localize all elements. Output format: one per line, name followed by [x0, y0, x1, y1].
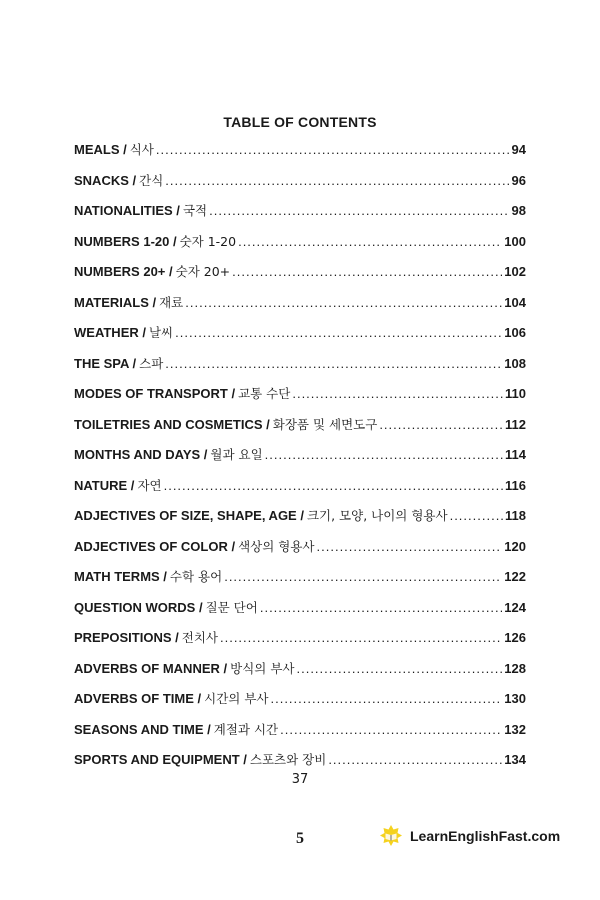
dot-leader	[328, 752, 502, 767]
entry-title-en: ADVERBS OF MANNER /	[74, 660, 228, 676]
toc-entry	[74, 598, 526, 629]
brand-text: LearnEnglishFast.com	[410, 828, 561, 844]
entry-title-en: MATH TERMS /	[74, 569, 167, 584]
entry-page-number: 96	[511, 172, 526, 188]
toc-entry	[74, 140, 526, 171]
dot-leader	[175, 325, 502, 340]
toc-entry	[74, 171, 526, 202]
entry-page-number: 98	[511, 203, 526, 218]
dot-leader	[260, 600, 502, 615]
sub-page-number: 37	[291, 772, 309, 787]
entry-title-en: ADJECTIVES OF SIZE, SHAPE, AGE /	[74, 508, 304, 523]
entry-page-number: 110	[505, 386, 526, 401]
entry-page-number: 100	[504, 233, 526, 249]
entry-title-ko: 질문 단어	[205, 599, 258, 615]
entry-title-ko: 자연	[137, 477, 162, 493]
entry-title-en: NATIONALITIES /	[74, 203, 180, 218]
toc-entry	[74, 384, 526, 415]
dot-leader	[156, 142, 510, 157]
entry-page-number: 126	[504, 630, 526, 645]
entry-title-en: TOILETRIES AND COSMETICS /	[74, 416, 270, 432]
entry-title-ko: 크기, 모양, 나이의 형용사	[306, 508, 448, 523]
toc-entry	[74, 506, 526, 537]
entry-title-ko: 숫자 20+	[175, 264, 231, 279]
dot-leader	[292, 386, 503, 401]
entry-page-number: 122	[504, 569, 526, 584]
toc-entry	[74, 689, 526, 720]
entry-title-en: MATERIALS /	[74, 294, 157, 310]
entry-title-en: NUMBERS 1-20 /	[74, 233, 177, 249]
entry-title-ko: 방식의 부사	[230, 660, 295, 676]
entry-page-number: 106	[504, 325, 526, 340]
dot-leader	[265, 447, 503, 462]
toc-entry	[74, 293, 526, 324]
entry-page-number: 102	[504, 264, 526, 279]
entry-page-number: 112	[505, 416, 526, 432]
entry-title-en: THE SPA /	[74, 355, 137, 371]
dot-leader	[185, 295, 502, 310]
entry-title-en: PREPOSITIONS /	[74, 630, 179, 645]
entry-title-ko: 스파	[139, 355, 164, 371]
dot-leader	[220, 630, 502, 645]
entry-title-en: MEALS /	[74, 142, 127, 157]
toc-entry	[74, 262, 526, 293]
entry-title-ko: 계절과 시간	[213, 721, 279, 737]
entry-title-ko: 간식	[139, 172, 164, 188]
entry-title-en: SNACKS /	[74, 172, 137, 188]
toc-entry	[74, 659, 526, 690]
dot-leader	[232, 264, 502, 279]
entry-page-number: 116	[505, 477, 526, 493]
entry-title-en: NATURE /	[74, 477, 135, 493]
dot-leader	[209, 203, 509, 218]
entry-page-number: 132	[504, 721, 526, 737]
toc-entry	[74, 445, 526, 476]
book-logo-icon	[378, 823, 404, 849]
entry-title-en: QUESTION WORDS /	[74, 599, 203, 615]
dot-leader	[238, 234, 502, 249]
toc-entry	[74, 232, 526, 263]
entry-title-en: ADVERBS OF TIME /	[74, 691, 202, 706]
entry-title-en: ADJECTIVES OF COLOR /	[74, 538, 236, 554]
dot-leader	[379, 417, 503, 432]
dot-leader	[165, 173, 509, 188]
toc-title: TABLE OF CONTENTS	[223, 114, 377, 130]
entry-page-number: 104	[504, 294, 526, 310]
entry-page-number: 94	[511, 142, 526, 157]
entry-page-number: 134	[504, 752, 526, 767]
entry-page-number: 114	[505, 447, 526, 462]
entry-page-number: 130	[504, 691, 526, 706]
entry-title-ko: 날씨	[148, 325, 174, 340]
toc-entry	[74, 354, 526, 385]
dot-leader	[270, 691, 502, 706]
entry-title-en: WEATHER /	[74, 325, 146, 340]
toc-list	[74, 140, 526, 781]
entry-title-ko: 국적	[182, 203, 208, 218]
entry-title-ko: 월과 요일	[210, 447, 263, 462]
dot-leader	[165, 356, 502, 371]
entry-title-ko: 시간의 부사	[204, 691, 269, 706]
entry-title-en: MODES OF TRANSPORT /	[74, 386, 236, 401]
dot-leader	[224, 569, 502, 584]
toc-entry	[74, 323, 526, 354]
entry-title-ko: 전치사	[181, 630, 218, 645]
dot-leader	[450, 508, 503, 523]
entry-title-ko: 화장품 및 세면도구	[272, 416, 378, 432]
entry-title-en: NUMBERS 20+ /	[74, 264, 173, 279]
entry-title-en: SPORTS AND EQUIPMENT /	[74, 752, 247, 767]
toc-entry	[74, 537, 526, 568]
entry-title-ko: 교통 수단	[238, 386, 291, 401]
dot-leader	[296, 661, 502, 676]
brand	[378, 822, 560, 850]
entry-title-ko: 수학 용어	[169, 569, 223, 584]
entry-title-ko: 재료	[159, 294, 184, 310]
dot-leader	[164, 478, 503, 493]
entry-title-ko: 스포츠와 장비	[249, 752, 327, 767]
entry-title-ko: 색상의 형용사	[238, 538, 315, 554]
page-number: 5	[296, 830, 304, 847]
toc-entry	[74, 567, 526, 598]
entry-page-number: 118	[505, 508, 526, 523]
dot-leader	[317, 539, 503, 554]
entry-page-number: 108	[504, 355, 526, 371]
entry-title-en: SEASONS AND TIME /	[74, 721, 211, 737]
entry-page-number: 120	[504, 538, 526, 554]
entry-title-ko: 식사	[129, 142, 154, 157]
toc-entry	[74, 628, 526, 659]
entry-title-en: MONTHS AND DAYS /	[74, 447, 208, 462]
toc-entry	[74, 415, 526, 446]
entry-page-number: 124	[504, 599, 526, 615]
entry-page-number: 128	[504, 660, 526, 676]
entry-title-ko: 숫자 1-20	[179, 233, 237, 249]
toc-entry	[74, 476, 526, 507]
dot-leader	[280, 722, 502, 737]
toc-entry	[74, 201, 526, 232]
toc-entry	[74, 720, 526, 751]
